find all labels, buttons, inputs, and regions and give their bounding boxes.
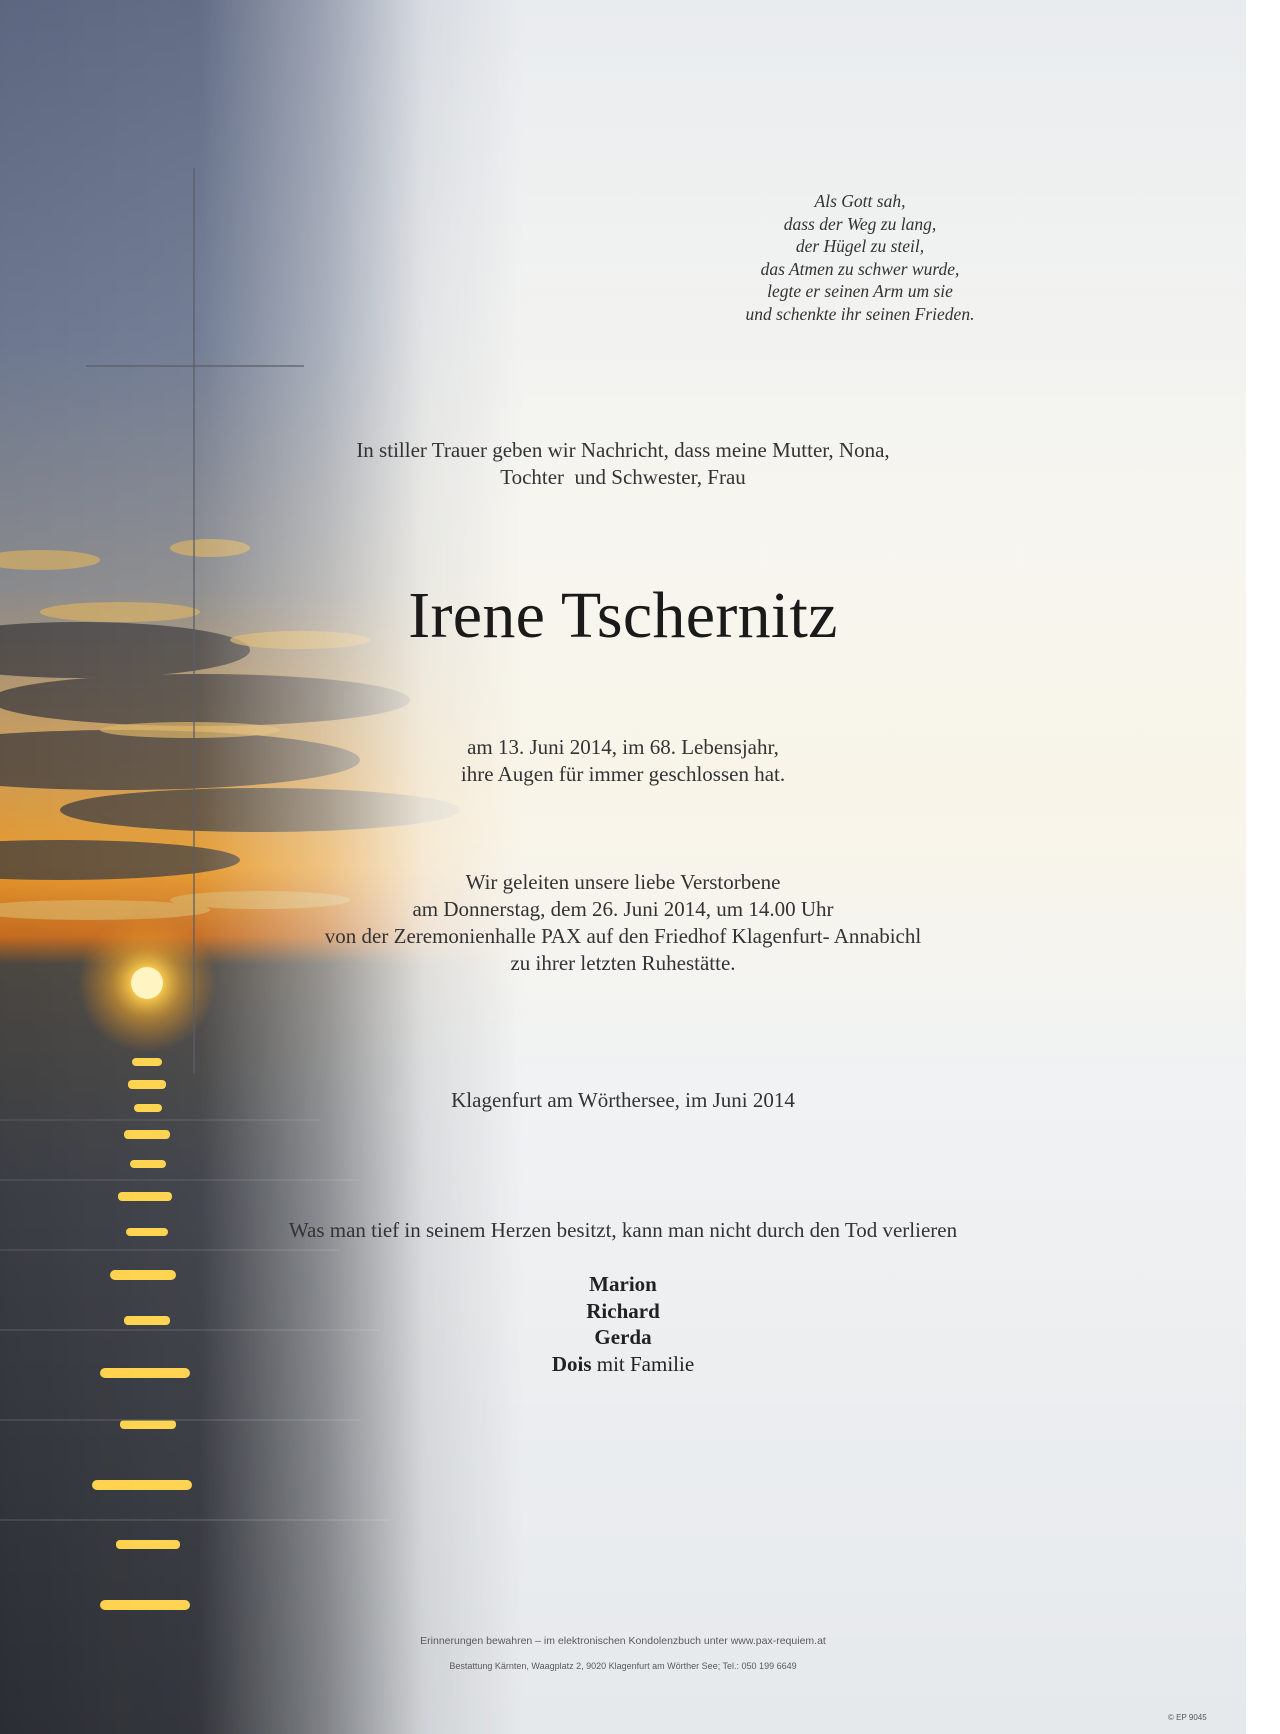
poem-line: Als Gott sah, <box>814 191 906 211</box>
mourner-name: Gerda <box>594 1325 652 1349</box>
mourner-name: Richard <box>586 1298 660 1323</box>
motto: Was man tief in seinem Herzen besitzt, kann man nicht durch den Tod verlieren <box>288 1218 958 1242</box>
funeral-line: zu ihrer letzten Ruhestätte. <box>510 951 736 975</box>
funeral-line: von der Zeremonienhalle PAX auf den Friedhof Klagenfurt- Annabichl <box>324 924 922 948</box>
funeral-line: Wir geleiten unsere liebe Verstorbene <box>465 870 781 894</box>
mourners-list <box>0 1271 1246 1377</box>
mourner-name: Marion <box>589 1272 657 1296</box>
poem-line: das Atmen zu schwer wurde, <box>760 258 960 279</box>
print-code: © EP 9045 <box>1168 1713 1207 1722</box>
mourner-suffix: mit Familie <box>596 1351 695 1376</box>
poem-line: der Hügel zu steil, <box>795 236 925 256</box>
death-line: am 13. Juni 2014, im 68. Lebensjahr, <box>467 735 779 759</box>
poem-line: dass der Weg zu lang, <box>783 213 937 234</box>
intro-line: Tochter und Schwester, Frau <box>500 465 746 489</box>
page-margin <box>1246 0 1280 1734</box>
death-details <box>0 734 1246 788</box>
funeral-details <box>0 869 1246 977</box>
poem <box>650 190 1070 325</box>
announcement-intro <box>0 437 1246 491</box>
poem-line: legte er seinen Arm um sie <box>767 281 953 301</box>
death-line: ihre Augen für immer geschlossen hat. <box>460 762 786 786</box>
intro-line: In stiller Trauer geben wir Nachricht, dass meine Mutter, Nona, <box>356 438 890 462</box>
mourner-name: Dois <box>551 1351 592 1376</box>
footer-funeral-home-address: Bestattung Kärnten, Waagplatz 2, 9020 Klagenfurt am Wörther See; Tel.: 050 199 6649 <box>449 1661 797 1671</box>
place-and-date: Klagenfurt am Wörthersee, im Juni 2014 <box>451 1088 795 1112</box>
footer-condolence-note: Erinnerungen bewahren – im elektronischen Kondolenzbuch unter www.pax-requiem.at <box>420 1635 826 1647</box>
deceased-name: Irene Tschernitz <box>408 579 838 652</box>
funeral-line: am Donnerstag, dem 26. Juni 2014, um 14.00 Uhr <box>412 897 834 921</box>
poem-line: und schenkte ihr seinen Frieden. <box>745 303 975 324</box>
